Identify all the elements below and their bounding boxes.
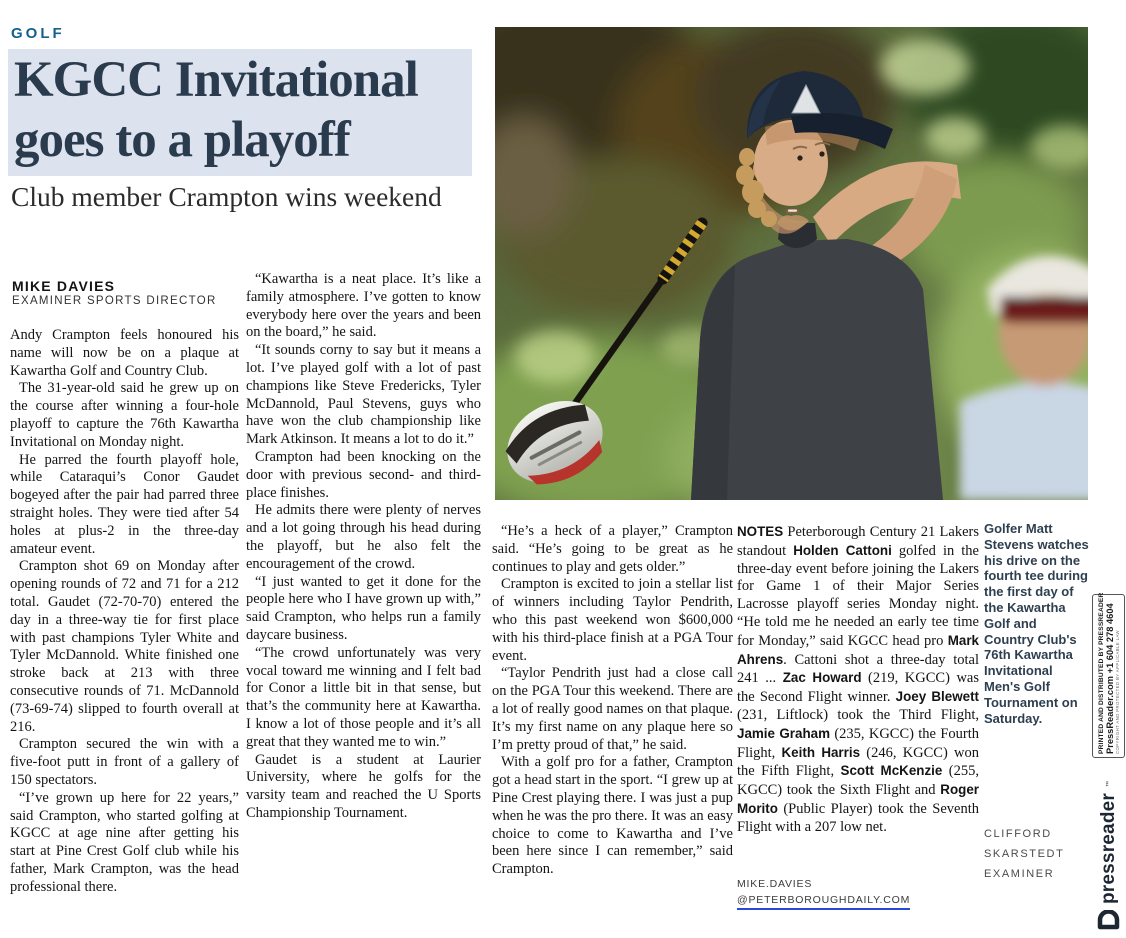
- paragraph: “I’ve grown up here for 22 years,” said Crampton, who started golfing at KGCC at age nine after getting his start at Pine Crest Golf club while his father, Mark Crampton, was the head professional there.: [10, 789, 239, 895]
- headline: [14, 50, 418, 170]
- pressreader-info-text: [1094, 594, 1123, 754]
- paragraph: Crampton had been knocking on the door with previous second- and third-place finishes.: [246, 448, 481, 501]
- trademark-symbol: ™: [1106, 781, 1112, 787]
- pressreader-wordmark: pressreader: [1098, 793, 1119, 904]
- photo-caption: Golfer Matt Stevens watches his drive on the fourth tee during the first day of the Kawartha Golf and Country Club's 76th Kawartha Invitational Men's Golf Tournament on Saturday.: [984, 521, 1089, 726]
- notes-bold-name: Roger Morito: [737, 782, 979, 816]
- photo-credit-line: CLIFFORD: [984, 828, 1052, 840]
- byline-author: MIKE DAVIES: [12, 278, 116, 294]
- paragraph: With a golf pro for a father, Crampton got a head start in the sport. “I grew up at Pine Crest playing there. I was just a pup when he was the pro there. It was an easy choice to come to Kawartha and I’ve been here since I can remember,” said Crampton.: [492, 754, 733, 878]
- paragraph: Crampton shot 69 on Monday after opening rounds of 72 and 71 for a 212 total. Gaudet (72-70-70) entered the day in a three-way tie for first place with past champions Tyler White and Tyler McDannold. White finished one stroke back at 213 with three consecutive rounds of 71. McDannold (73-69-74) slipped to fourth overall at 216.: [10, 558, 239, 735]
- paragraph: He parred the fourth playoff hole, while Cataraqui’s Conor Gaudet bogeyed after the pair had parred three straight holes. They were tied after 54 holes at plus-2 in the three-day amateur event.: [10, 451, 239, 557]
- paragraph: Andy Crampton feels honoured his name will now be on a plaque at Kawartha Golf and Country Club.: [10, 327, 239, 379]
- pressreader-logo: [1094, 764, 1124, 932]
- paragraph: Crampton secured the win with a five-foot putt in front of a gallery of 150 spectators.: [10, 736, 239, 788]
- headline-line-2: goes to a playoff: [14, 112, 350, 168]
- notes-text: (255, KGCC) took the Sixth Flight and: [737, 763, 979, 799]
- headline-line-1: KGCC Invitational: [14, 52, 418, 108]
- paragraph: “Taylor Pendrith just had a close call on the PGA Tour this weekend. There are a lot of really good names on that plaque. It’s my first name on any plaque here so I’m pretty proud of that,” he said.: [492, 665, 733, 753]
- notes-bold-name: Scott McKenzie: [840, 763, 943, 779]
- notes-bold-name: Keith Harris: [781, 744, 861, 760]
- photo-credit: [984, 824, 1064, 884]
- byline-title: EXAMINER SPORTS DIRECTOR: [12, 295, 217, 307]
- article-column-3: [492, 523, 733, 879]
- paragraph: He admits there were plenty of nerves and a lot going through his head during the playoff, but he also felt the encouragement of the crowd.: [246, 502, 481, 572]
- subheadline: Club member Crampton wins weekend: [11, 181, 442, 212]
- article-column-4: [737, 523, 979, 837]
- notes-bold-name: Jamie Graham: [737, 725, 830, 741]
- notes-text: (Public Player) took the Seventh Flight with a 207 low net.: [737, 800, 979, 835]
- footer-email-link[interactable]: @PETERBOROUGHDAILY.COM: [737, 893, 910, 910]
- paragraph: “He’s a heck of a player,” Crampton said. “He’s going to be great as he continues to play and gets older.”: [492, 523, 733, 575]
- paragraph: “Kawartha is a neat place. It’s like a family atmosphere. I’ve gotten to know everybody here over the years and been on the board,” he said.: [246, 271, 481, 341]
- section-kicker: GOLF: [11, 25, 65, 42]
- notes-bold-name: Joey Blewett: [895, 689, 979, 705]
- photo-credit-line: EXAMINER: [984, 868, 1055, 880]
- pressreader-contact-line: PressReader.com +1 604 278 4604: [1104, 603, 1115, 754]
- photo-credit-line: SKARSTEDT: [984, 848, 1065, 860]
- paragraph: The 31-year-old said he grew up on the course after winning a four-hole playoff to capture the 76th Kawartha Invitational on Monday night.: [10, 380, 239, 450]
- notes-bold-name: Zac Howard: [782, 670, 862, 686]
- article-footer: [737, 877, 910, 910]
- notes-text: (231, Liftlock) took the Third Flight,: [737, 706, 979, 723]
- notes-bold-name: Holden Cattoni: [793, 542, 892, 558]
- article-photo: [495, 27, 1088, 500]
- paragraph: Crampton is excited to join a stellar list of winners including Taylor Pendrith, who this past weekend won $600,000 with his third-place finish at a PGA Tour event.: [492, 576, 733, 664]
- notes-bold-name: Mark Ahrens: [737, 632, 979, 667]
- footer-author: MIKE.DAVIES: [737, 878, 813, 890]
- article-column-2: [246, 271, 481, 823]
- headline-highlight: [8, 49, 472, 176]
- paragraph: “The crowd unfortunately was very vocal toward me winning and I felt bad for Conor a little bit in that sense, but that’s the community here at Kawartha. I know a lot of those people and it’s all great that they wanted me to win.”: [246, 644, 481, 750]
- notes-bold-name: NOTES: [737, 524, 784, 539]
- notes-text: (246, KGCC) won the Fifth Flight,: [737, 744, 980, 780]
- paragraph: “I just wanted to get it done for the people here who I have grown up with,” said Crampton, who helps run a family daycare business.: [246, 573, 481, 643]
- notes-text: golfed in the three-day event before joining the Lakers for Game 1 of their Major Series Lacrosse playoff series Monday night. “He told me he needed an early tee time for Monday,” said KGCC head pro: [737, 542, 979, 649]
- notes-paragraph: [737, 523, 979, 837]
- paragraph: Gaudet is a student at Laurier University, where he golfs for the varsity team and reached the U Sports Championship Tournament.: [246, 751, 481, 821]
- notes-text: (219, KGCC) was the Second Flight winner.: [737, 670, 979, 706]
- notes-text: Peterborough Century 21 Lakers standout: [737, 524, 979, 559]
- paragraph: “It sounds corny to say but it means a lot. I’ve played golf with a lot of past champions like Steve Fredericks, Tyler McDannold, Paul Stevens, guys who have won the club championship like Mark Atkinson. It means a lot to do it.”: [246, 342, 481, 448]
- pressreader-logo-icon: [1097, 910, 1121, 932]
- article-column-1: [10, 327, 239, 897]
- notes-text: (235, KGCC) the Fourth Flight,: [737, 725, 979, 761]
- pressreader-printed-line: PRINTED AND DISTRIBUTED BY PRESSREADER: [1097, 592, 1105, 754]
- notes-text: . Cattoni shot a three-day total 241 ...: [737, 651, 979, 687]
- pressreader-legal-line: COPYRIGHT AND PROTECTED BY APPLICABLE LAW: [1114, 629, 1120, 754]
